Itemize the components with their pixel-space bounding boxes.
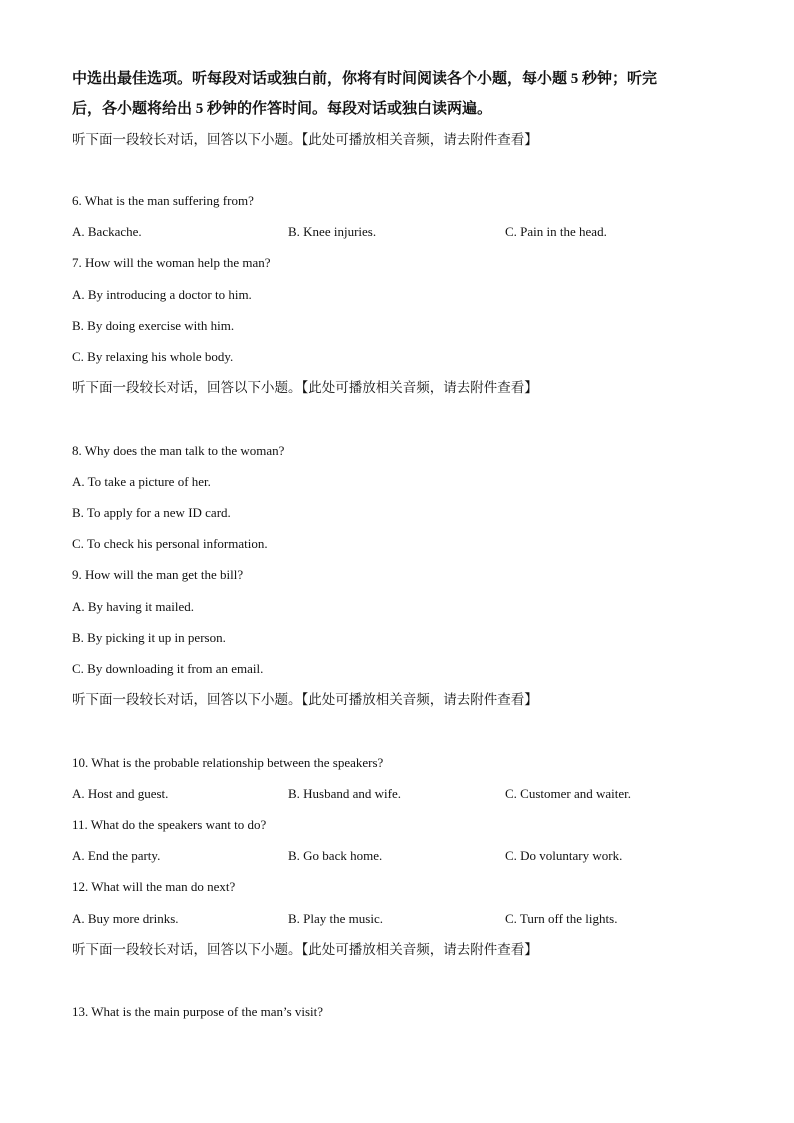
listen-note-4: 听下面一段较长对话，回答以下小题。【此处可播放相关音频，请去附件查看】	[72, 942, 538, 957]
question-8-option-a: A. To take a picture of her.	[72, 474, 211, 489]
option-c: C. Customer and waiter.	[505, 786, 632, 801]
question-9-option-a: A. By having it mailed.	[72, 599, 195, 614]
question-8-option-c: C. To check his personal information.	[72, 536, 268, 551]
question-8: 8. Why does the man talk to the woman?	[72, 443, 285, 458]
question-9-option-c: C. By downloading it from an email.	[72, 661, 264, 676]
question-7-option-a: A. By introducing a doctor to him.	[72, 287, 252, 302]
listen-note-1: 听下面一段较长对话，回答以下小题。【此处可播放相关音频，请去附件查看】	[72, 132, 538, 147]
question-11: 11. What do the speakers want to do?	[72, 817, 267, 832]
listen-note-2: 听下面一段较长对话，回答以下小题。【此处可播放相关音频，请去附件查看】	[72, 380, 538, 395]
option-b: B. Knee injuries.	[288, 224, 377, 239]
question-7: 7. How will the woman help the man?	[72, 255, 271, 270]
question-8-option-b: B. To apply for a new ID card.	[72, 505, 231, 520]
question-13: 13. What is the main purpose of the man’s visit?	[72, 1004, 324, 1019]
option-a: A. Host and guest.	[72, 786, 169, 801]
question-9-option-b: B. By picking it up in person.	[72, 630, 226, 645]
option-a: A. Backache.	[72, 224, 142, 239]
exam-page	[72, 0, 722, 1019]
option-c: C. Pain in the head.	[505, 224, 607, 239]
question-7-option-c: C. By relaxing his whole body.	[72, 349, 234, 364]
question-9: 9. How will the man get the bill?	[72, 567, 244, 582]
option-a: A. Buy more drinks.	[72, 911, 179, 926]
option-b: B. Play the music.	[288, 911, 383, 926]
option-b: B. Go back home.	[288, 848, 383, 863]
question-12: 12. What will the man do next?	[72, 879, 236, 894]
section-instructions	[72, 0, 722, 124]
option-c: C. Turn off the lights.	[505, 911, 618, 926]
question-10: 10. What is the probable relationship between the speakers?	[72, 755, 384, 770]
question-7-option-b: B. By doing exercise with him.	[72, 318, 235, 333]
instructions-line-1: 中选出最佳选项。听每段对话或独白前，你将有时间阅读各个小题，每小题 5 秒钟；听完	[72, 71, 658, 87]
option-c: C. Do voluntary work.	[505, 848, 623, 863]
listen-note-3: 听下面一段较长对话，回答以下小题。【此处可播放相关音频，请去附件查看】	[72, 692, 538, 707]
instructions-line-2: 后，各小题将给出 5 秒钟的作答时间。每段对话或独白读两遍。	[72, 101, 493, 117]
option-a: A. End the party.	[72, 848, 161, 863]
option-b: B. Husband and wife.	[288, 786, 402, 801]
question-6: 6. What is the man suffering from?	[72, 193, 254, 208]
